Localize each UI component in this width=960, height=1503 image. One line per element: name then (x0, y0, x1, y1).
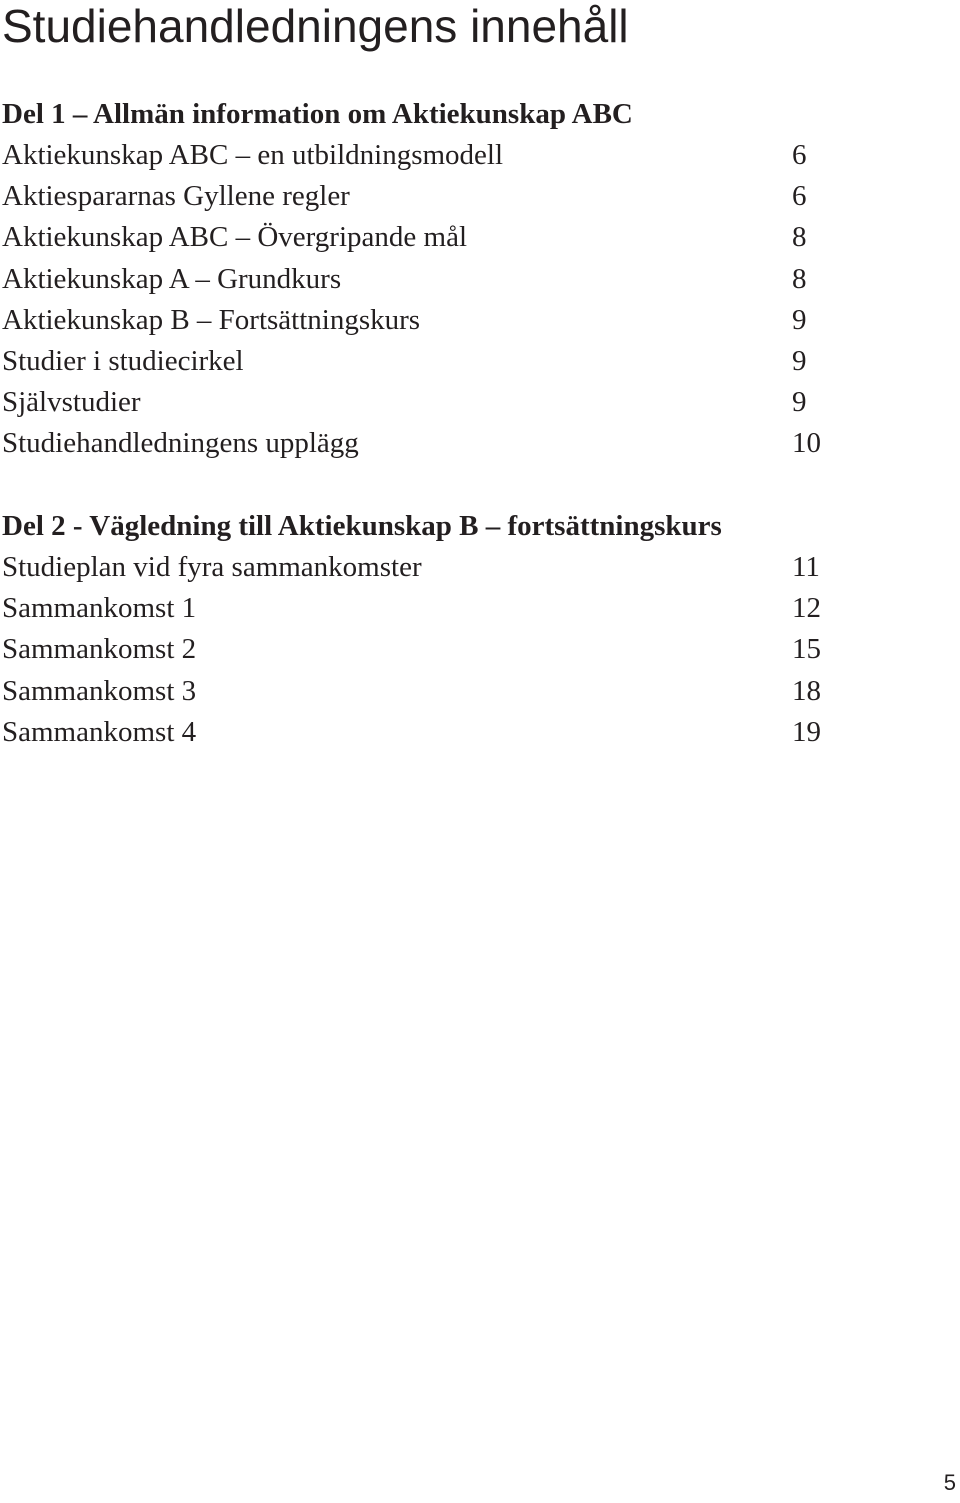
toc-entry-title: Studieplan vid fyra sammankomster (2, 551, 422, 583)
toc-entry-page-number: 10 (792, 427, 821, 460)
toc-entry-page-number: 9 (792, 303, 807, 336)
toc-entry (2, 547, 832, 588)
section-heading: Del 1 – Allmän information om Aktiekunskap ABC (2, 98, 633, 130)
toc-entry (2, 300, 832, 341)
toc-entry-page-number: 8 (792, 262, 807, 295)
toc-entry-title: Aktiespararnas Gyllene regler (2, 180, 350, 213)
toc-entry-page-number: 6 (792, 180, 807, 213)
toc-entry-page-number: 8 (792, 221, 807, 254)
toc-entry (2, 671, 832, 712)
toc-entry (2, 382, 832, 423)
toc-entry-title: Sammankomst 2 (2, 633, 197, 666)
toc-entry-title: Självstudier (2, 386, 141, 419)
toc-section-del-2 (2, 506, 832, 753)
page-number: 5 (943, 1470, 956, 1495)
toc-entry-page-number: 19 (792, 715, 821, 748)
toc-section-del-1 (2, 94, 832, 465)
toc-list (2, 135, 832, 465)
toc-entry-page-number: 18 (792, 674, 821, 707)
section-heading: Del 2 - Vägledning till Aktiekunskap B – fortsättningskurs (2, 510, 722, 542)
toc-entry-title: Aktiekunskap ABC – Övergripande mål (2, 221, 468, 254)
toc-entry-title: Aktiekunskap ABC – en utbildningsmodell (2, 139, 504, 171)
toc-entry (2, 217, 832, 258)
toc-entry-page-number: 9 (792, 386, 807, 419)
toc-entry-page-number: 11 (792, 551, 820, 583)
page-title: Studiehandledningens innehåll (2, 0, 629, 52)
toc-entry-title: Aktiekunskap A – Grundkurs (2, 262, 342, 295)
toc-entry-title: Sammankomst 3 (2, 674, 197, 707)
toc-entry (2, 588, 832, 629)
toc-entry-page-number: 12 (792, 592, 821, 625)
toc-entry (2, 712, 832, 753)
toc-entry-title: Studier i studiecirkel (2, 344, 244, 377)
toc-entry-title: Studiehandledningens upplägg (2, 427, 359, 460)
toc-entry-page-number: 15 (792, 633, 821, 666)
toc-entry (2, 259, 832, 300)
toc-entry-page-number: 9 (792, 344, 807, 377)
toc-entry (2, 176, 832, 217)
toc-entry-page-number: 6 (792, 139, 807, 171)
toc-entry (2, 629, 832, 670)
toc-entry (2, 423, 832, 464)
toc-entry (2, 135, 832, 176)
toc-entry (2, 341, 832, 382)
toc-entry-title: Aktiekunskap B – Fortsättningskurs (2, 303, 421, 336)
toc-entry-title: Sammankomst 4 (2, 715, 197, 748)
toc-entry-title: Sammankomst 1 (2, 592, 197, 625)
toc-list (2, 547, 832, 753)
